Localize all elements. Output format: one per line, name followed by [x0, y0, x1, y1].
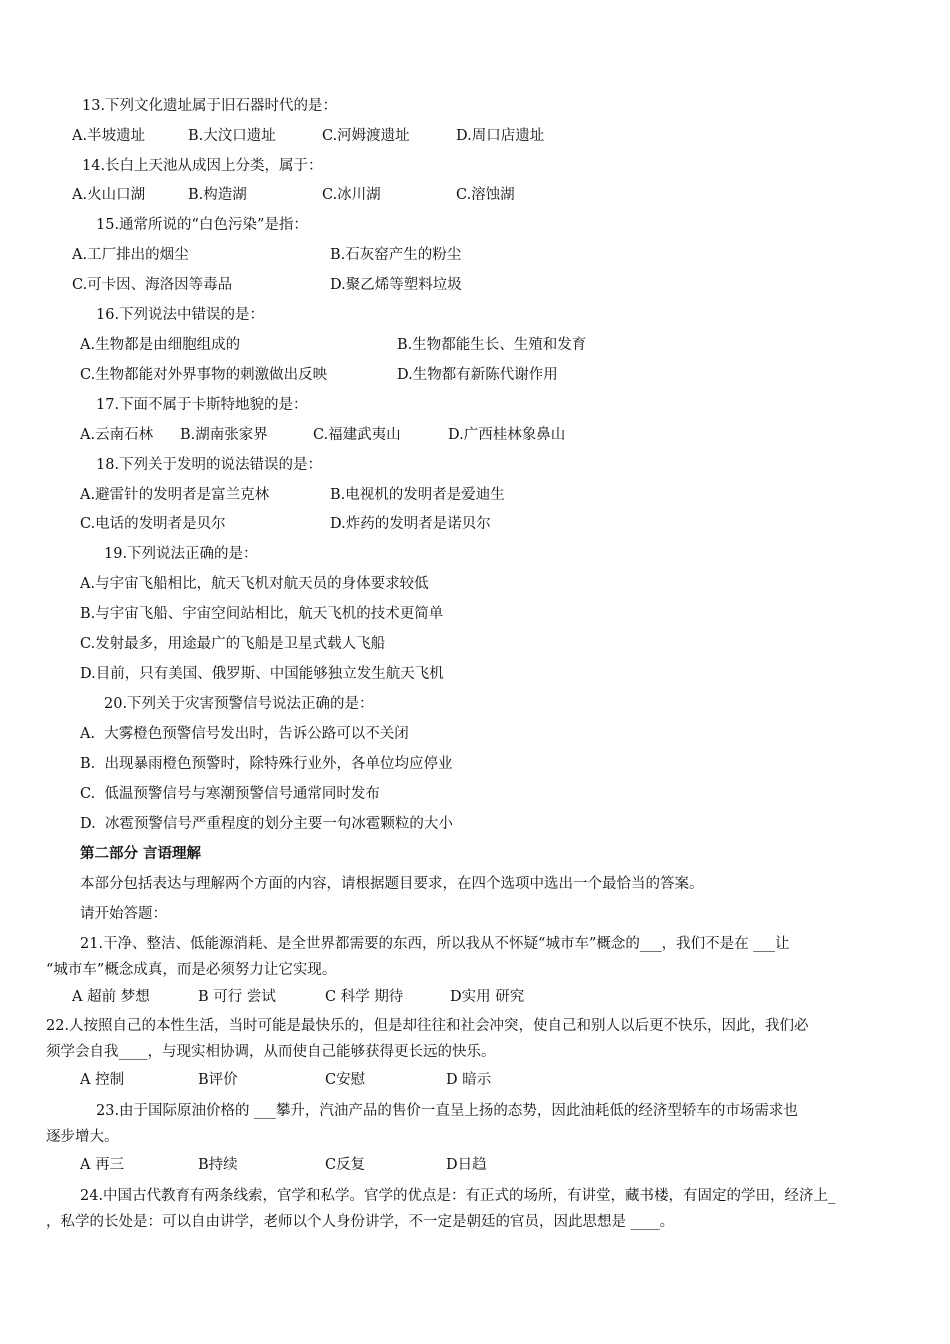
- option-d: D 暗示: [446, 1072, 492, 1088]
- option-a: A.工厂排出的烟尘: [72, 247, 189, 263]
- option-a: A.生物都是由细胞组成的: [80, 337, 241, 353]
- option-b: B.构造湖: [188, 187, 247, 203]
- question-23-options: [0, 1155, 950, 1175]
- section-start: 请开始答题：: [80, 906, 167, 922]
- question-16-options-cd: [0, 365, 950, 385]
- question-20-stem: 20.下列关于灾害预警信号说法正确的是：: [104, 696, 374, 712]
- section-intro: 本部分包括表达与理解两个方面的内容，请根据题目要求，在四个选项中选出一个最恰当的答案。: [80, 876, 704, 892]
- question-18-stem: 18.下列关于发明的说法错误的是：: [96, 457, 323, 473]
- option-a: A 控制: [80, 1072, 125, 1088]
- question-15-options-ab: [0, 245, 950, 265]
- option-a: A 超前 梦想: [72, 989, 150, 1005]
- question-17-options: [0, 425, 950, 445]
- question-22-line-1: 22.人按照自己的本性生活，当时可能是最快乐的，但是却往往和社会冲突，使自己和别人以后更不快乐，因此，我们必: [46, 1018, 809, 1034]
- question-14-options: [0, 185, 950, 205]
- option-d: D.周口店遗址: [456, 128, 545, 144]
- question-23-line-2: 逐步增大。: [46, 1129, 119, 1145]
- question-23-line-1: 23.由于国际原油价格的 ___攀升，汽油产品的售价一直呈上扬的态势，因此油耗低的经济型轿车的市场需求也: [96, 1103, 798, 1119]
- question-15-stem: 15.通常所说的“白色污染”是指：: [96, 217, 308, 233]
- option-d: C.溶蚀湖: [456, 187, 515, 203]
- question-15-options-cd: [0, 275, 950, 295]
- question-16-stem: 16.下列说法中错误的是：: [96, 307, 265, 323]
- option-c: C.生物都能对外界事物的刺激做出反映: [80, 367, 328, 383]
- option-b: B.石灰窑产生的粉尘: [330, 247, 462, 263]
- question-21-line-2: “城市车”概念成真，而是必须努力让它实现。: [46, 962, 337, 978]
- option-b: B.生物都能生长、生殖和发育: [397, 337, 587, 353]
- question-16-options-ab: [0, 335, 950, 355]
- option-c: C反复: [325, 1157, 366, 1173]
- question-19-stem: 19.下列说法正确的是：: [104, 546, 258, 562]
- question-19-option-c: C.发射最多，用途最广的飞船是卫星式载人飞船: [80, 636, 386, 652]
- option-a: A.避雷针的发明者是富兰克林: [80, 487, 270, 503]
- question-17-stem: 17.下面不属于卡斯特地貌的是：: [96, 397, 308, 413]
- option-a: A.云南石林: [80, 427, 154, 443]
- option-a: A.火山口湖: [72, 187, 146, 203]
- question-20-option-b: B. 出现暴雨橙色预警时，除特殊行业外，各单位均应停业: [80, 756, 453, 772]
- option-d: D.聚乙烯等塑料垃圾: [330, 277, 462, 293]
- option-d: D实用 研究: [450, 989, 525, 1005]
- question-24-line-2: ，私学的长处是：可以自由讲学，老师以个人身份讲学，不一定是朝廷的官员，因此思想是 ____。: [46, 1214, 675, 1230]
- option-d: D日趋: [446, 1157, 487, 1173]
- option-a: A 再三: [80, 1157, 125, 1173]
- option-b: B.电视机的发明者是爱迪生: [330, 487, 505, 503]
- question-22-options: [0, 1070, 950, 1090]
- section-title: 第二部分 言语理解: [80, 845, 202, 862]
- option-c: C.冰川湖: [322, 187, 381, 203]
- question-20-option-c: C. 低温预警信号与寒潮预警信号通常同时发布: [80, 786, 380, 802]
- question-20-option-d: D. 冰雹预警信号严重程度的划分主要一句冰雹颗粒的大小: [80, 816, 453, 832]
- option-d: D.炸药的发明者是诺贝尔: [330, 516, 491, 532]
- option-c: C.福建武夷山: [313, 427, 401, 443]
- option-c: C.电话的发明者是贝尔: [80, 516, 226, 532]
- option-b: B.湖南张家界: [180, 427, 268, 443]
- option-c: C.可卡因、海洛因等毒品: [72, 277, 233, 293]
- question-21-options: [0, 987, 950, 1007]
- option-c: C 科学 期待: [325, 989, 404, 1005]
- question-18-options-cd: [0, 514, 950, 534]
- option-c: C安慰: [325, 1072, 366, 1088]
- option-b: B 可行 尝试: [198, 989, 276, 1005]
- option-b: B.大汶口遗址: [188, 128, 276, 144]
- option-d: D.广西桂林象鼻山: [448, 427, 566, 443]
- question-20-option-a: A. 大雾橙色预警信号发出时，告诉公路可以不关闭: [80, 726, 409, 742]
- option-a: A.半坡遗址: [72, 128, 146, 144]
- question-14-stem: 14.长白上天池从成因上分类，属于：: [82, 158, 323, 174]
- question-13-stem: 13.下列文化遗址属于旧石器时代的是：: [82, 98, 338, 114]
- option-d: D.生物都有新陈代谢作用: [397, 367, 558, 383]
- question-13-options: [0, 126, 950, 146]
- question-19-option-a: A.与宇宙飞船相比，航天飞机对航天员的身体要求较低: [80, 576, 429, 592]
- question-19-option-b: B.与宇宙飞船、宇宙空间站相比，航天飞机的技术更简单: [80, 606, 444, 622]
- question-24-line-1: 24.中国古代教育有两条线索，官学和私学。官学的优点是：有正式的场所，有讲堂，藏书楼，有固定的学田，经济上_: [80, 1188, 836, 1204]
- question-22-line-2: 须学会自我____，与现实相协调，从而使自己能够获得更长远的快乐。: [46, 1044, 496, 1060]
- question-18-options-ab: [0, 485, 950, 505]
- option-b: B持续: [198, 1157, 238, 1173]
- option-b: B评价: [198, 1072, 238, 1088]
- question-21-line-1: 21.干净、整洁、低能源消耗、是全世界都需要的东西，所以我从不怀疑“城市车”概念的___，我们不是在 ___让: [80, 936, 790, 952]
- question-19-option-d: D.目前，只有美国、俄罗斯、中国能够独立发生航天飞机: [80, 666, 444, 682]
- option-c: C.河姆渡遗址: [322, 128, 410, 144]
